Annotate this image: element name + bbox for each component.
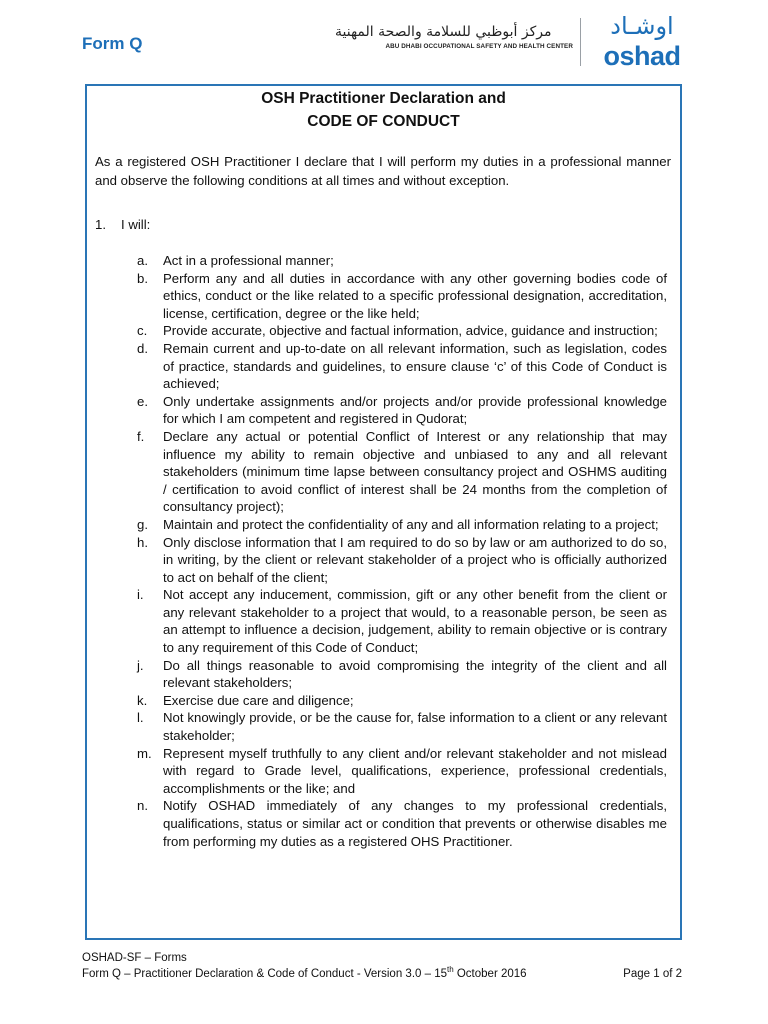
list-item (137, 745, 667, 798)
section-number: 1. (95, 217, 106, 232)
list-marker: k. (137, 692, 148, 708)
list-item-text: Remain current and up-to-date on all relevant information, such as legislation, codes of practice, standards and guidelines, to ensure clause ‘c’ of this Code of Conduct is achieved; (163, 340, 667, 392)
document-subtitle: CODE OF CONDUCT (307, 113, 460, 130)
section-heading (95, 217, 150, 232)
header-divider (580, 18, 581, 66)
oshad-logo (592, 14, 692, 70)
list-item-text: Maintain and protect the confidentiality of any and all information relating to a project; (163, 516, 659, 532)
list-item-text: Not accept any inducement, commission, gift or any other benefit from the client or any relevant stakeholder to a project that would, to a reasonable person, be seen as an attempt to influence a decision, judgement, ability to remain objective or is contrary to any requirement of this Code of Conduct; (163, 587, 667, 656)
intro-paragraph: As a registered OSH Practitioner I declare that I will perform my duties in a professional manner and observe the following conditions at all times and without exception. (95, 154, 671, 188)
form-label: Form Q (82, 34, 143, 53)
list-item-text: Provide accurate, objective and factual information, advice, guidance and instruction; (163, 323, 658, 339)
list-marker: d. (137, 340, 148, 356)
list-item-text: Exercise due care and diligence; (163, 692, 354, 708)
list-item (137, 534, 667, 587)
list-item (137, 270, 667, 323)
logo-arabic-text: اوشـاد (610, 12, 674, 40)
list-marker: c. (137, 323, 148, 339)
list-item-text: Not knowingly provide, or be the cause for, false information to a client or any relevant stakeholder; (163, 710, 667, 744)
organization-name-arabic: مركز أبوظبي للسلامة والصحة المهنية (335, 24, 552, 40)
list-marker: l. (137, 710, 144, 726)
list-item-text: Declare any actual or potential Conflict of Interest or any relationship that may influence my ability to remain objective and unbiased to any and all relevant stakeholders (minimum time lapse between consultancy project and OSHMS auditing / certification to avoid conflict of interest shall be 24 months from the completion of consultancy project); (163, 428, 667, 515)
organization-name-english: ABU DHABI OCCUPATIONAL SAFETY AND HEALTH CENTER (385, 43, 573, 50)
list-item (137, 797, 667, 850)
page-footer (82, 950, 682, 982)
list-marker: n. (137, 798, 148, 814)
footer-series: OSHAD-SF – Forms (82, 952, 187, 964)
list-marker: b. (137, 270, 148, 286)
organization-name (335, 22, 573, 50)
list-marker: h. (137, 534, 148, 550)
footer-date: October 2016 (453, 968, 527, 980)
list-item-text: Only undertake assignments and/or projects and/or provide professional knowledge for which I am competent and registered in Qudorat; (163, 393, 667, 427)
document-title: OSH Practitioner Declaration and (261, 90, 506, 107)
list-item-text: Notify OSHAD immediately of any changes to my professional credentials, qualifications, status or similar act or condition that prevents or otherwise disables me from performing my duties as a registered OHS Practitioner. (163, 798, 667, 849)
list-item (137, 393, 667, 428)
list-marker: j. (137, 657, 144, 673)
footer-version-sup: th (447, 965, 454, 975)
list-item-text: Only disclose information that I am required to do so by law or am authorized to do so, in writing, by the client or relevant stakeholder of a project who is officially authorized to act on behalf of the client; (163, 534, 667, 585)
list-marker: g. (137, 516, 148, 532)
list-marker: m. (137, 745, 152, 761)
list-item (137, 340, 667, 393)
list-marker: i. (137, 587, 144, 603)
declaration-frame (85, 84, 682, 940)
footer-version: Form Q – Practitioner Declaration & Code of Conduct - Version 3.0 – 15 (82, 968, 447, 980)
conduct-list (137, 252, 667, 850)
list-item-text: Act in a professional manner; (163, 253, 334, 268)
list-item (137, 516, 667, 534)
list-item-text: Represent myself truthfully to any client and/or relevant stakeholder and not mislead with regard to Grade level, qualifications, experience, professional credentials, accomplishments or the like; and (163, 745, 667, 796)
section-label: I will: (121, 217, 151, 232)
logo-english-text: oshad (603, 41, 681, 71)
list-item (137, 657, 667, 692)
list-item-text: Do all things reasonable to avoid compromising the integrity of the client and all relevant stakeholders; (163, 657, 667, 691)
list-marker: f. (137, 428, 145, 444)
list-item (137, 322, 667, 340)
list-marker: a. (137, 253, 148, 268)
page-number: Page 1 of 2 (623, 968, 682, 980)
list-item (137, 692, 667, 710)
footer-version-line (82, 966, 682, 982)
list-item (137, 586, 667, 656)
list-item (137, 428, 667, 516)
list-item-text: Perform any and all duties in accordance with any other governing bodies code of ethics, conduct or the like related to a specific professional designation, accreditation, license, certification, degree or the like held; (163, 270, 667, 321)
list-item (137, 252, 667, 270)
list-marker: e. (137, 393, 148, 409)
list-item (137, 709, 667, 744)
